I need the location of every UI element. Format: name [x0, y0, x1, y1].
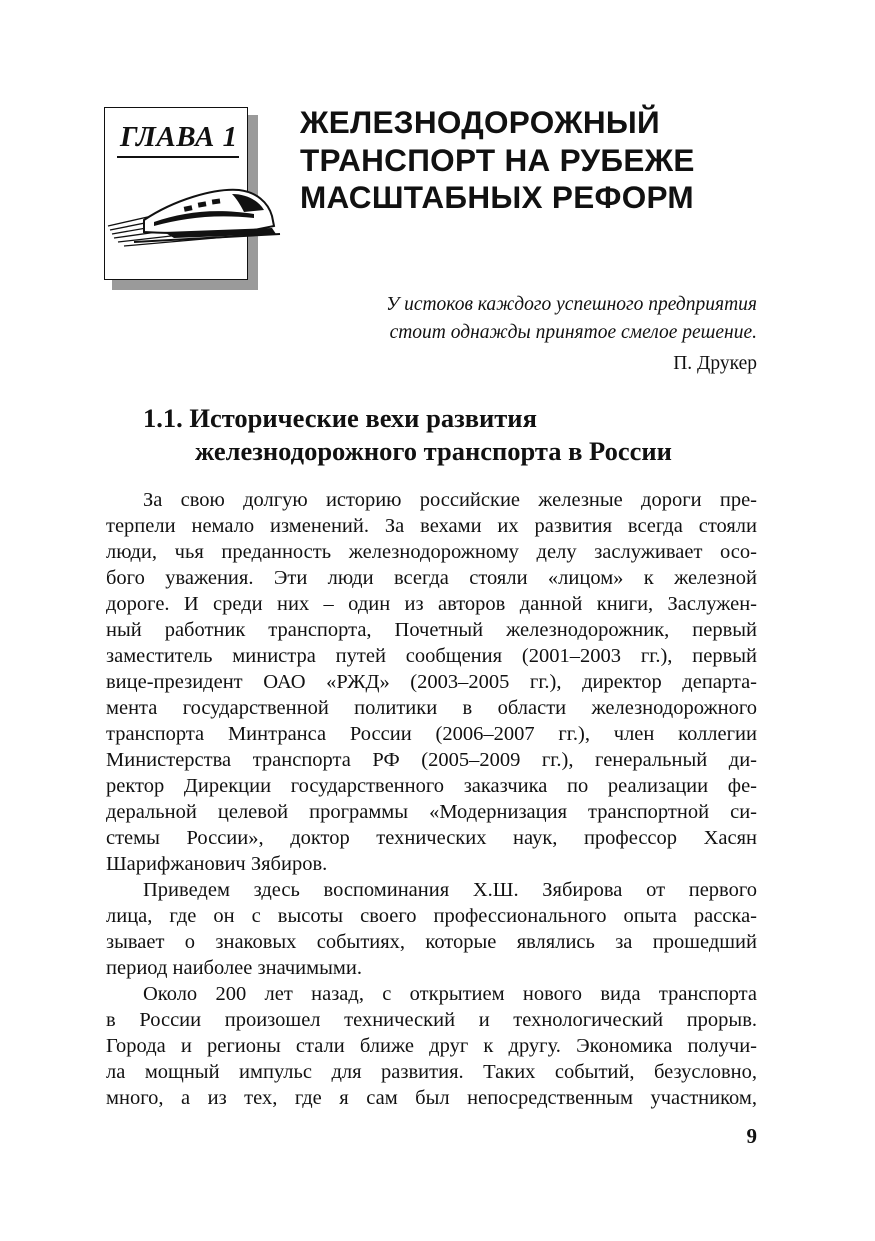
chapter-label-underline: [117, 156, 239, 158]
train-icon: [104, 168, 284, 253]
chapter-title: [300, 104, 780, 217]
body-line: ный работник транспорта, Почетный железнодорожник, первый: [106, 619, 757, 641]
body-line: Приведем здесь воспоминания Х.Ш. Зябирова от первого: [143, 879, 757, 901]
body-line: Около 200 лет назад, с открытием нового вида транспорта: [143, 983, 757, 1005]
body-line: период наиболее значимыми.: [106, 957, 362, 979]
body-line: терпели немало изменений. За вехами их развития всегда стояли: [106, 515, 757, 537]
body-line: ла мощный импульс для развития. Таких событий, безусловно,: [106, 1061, 757, 1083]
section-heading: [143, 402, 672, 468]
body-line: люди, чья преданность железнодорожному делу заслуживает осо-: [106, 541, 757, 563]
chapter-title-line: ТРАНСПОРТ НА РУБЕЖЕ: [300, 141, 695, 178]
body-line: деральной целевой программы «Модернизация транспортной си-: [106, 801, 757, 823]
epigraph-line: У истоков каждого успешного предприятия: [386, 294, 757, 315]
body-line: Города и регионы стали ближе друг к другу. Экономика получи-: [106, 1035, 757, 1057]
body-line: лица, где он с высоты своего профессионального опыта расска-: [106, 905, 757, 927]
body-line: Министерства транспорта РФ (2005–2009 гг.), генеральный ди-: [106, 749, 757, 771]
body-line: зывает о знаковых событиях, которые являлись за прошедший: [106, 931, 757, 953]
chapter-title-line: МАСШТАБНЫХ РЕФОРМ: [300, 179, 694, 215]
body-line: вице-президент ОАО «РЖД» (2003–2005 гг.), директор департа-: [106, 671, 757, 693]
chapter-title-line: ЖЕЛЕЗНОДОРОЖНЫЙ: [300, 104, 660, 140]
section-heading-line: железнодорожного транспорта в России: [195, 436, 672, 466]
epigraph-author: П. Друкер: [673, 353, 757, 374]
body-line: мента государственной политики в области железнодорожного: [106, 697, 757, 719]
body-line: заместитель министра путей сообщения (2001–2003 гг.), первый: [106, 645, 757, 667]
body-line: Шарифжанович Зябиров.: [106, 853, 328, 875]
body-line: бого уважения. Эти люди всегда стояли «лицом» к железной: [106, 567, 757, 589]
epigraph-line: стоит однажды принятое смелое решение.: [389, 322, 757, 343]
body-line: За свою долгую историю российские железные дороги пре-: [143, 489, 757, 511]
body-line: в России произошел технический и технологический прорыв.: [106, 1009, 757, 1031]
body-line: ректор Дирекции государственного заказчика по реализации фе-: [106, 775, 757, 797]
body-line: стемы России», доктор технических наук, профессор Хасян: [106, 827, 757, 849]
section-heading-line: 1.1. Исторические вехи развития: [143, 403, 537, 433]
epigraph: [386, 291, 757, 378]
body-line: транспорта Минтранса России (2006–2007 гг.), член коллегии: [106, 723, 757, 745]
body-line: много, а из тех, где я сам был непосредственным участником,: [106, 1087, 757, 1109]
chapter-label: ГЛАВА 1: [120, 121, 238, 153]
body-line: дороге. И среди них – один из авторов данной книги, Заслужен-: [106, 593, 757, 615]
page-number: 9: [746, 1124, 757, 1148]
body-text: [106, 487, 757, 1111]
